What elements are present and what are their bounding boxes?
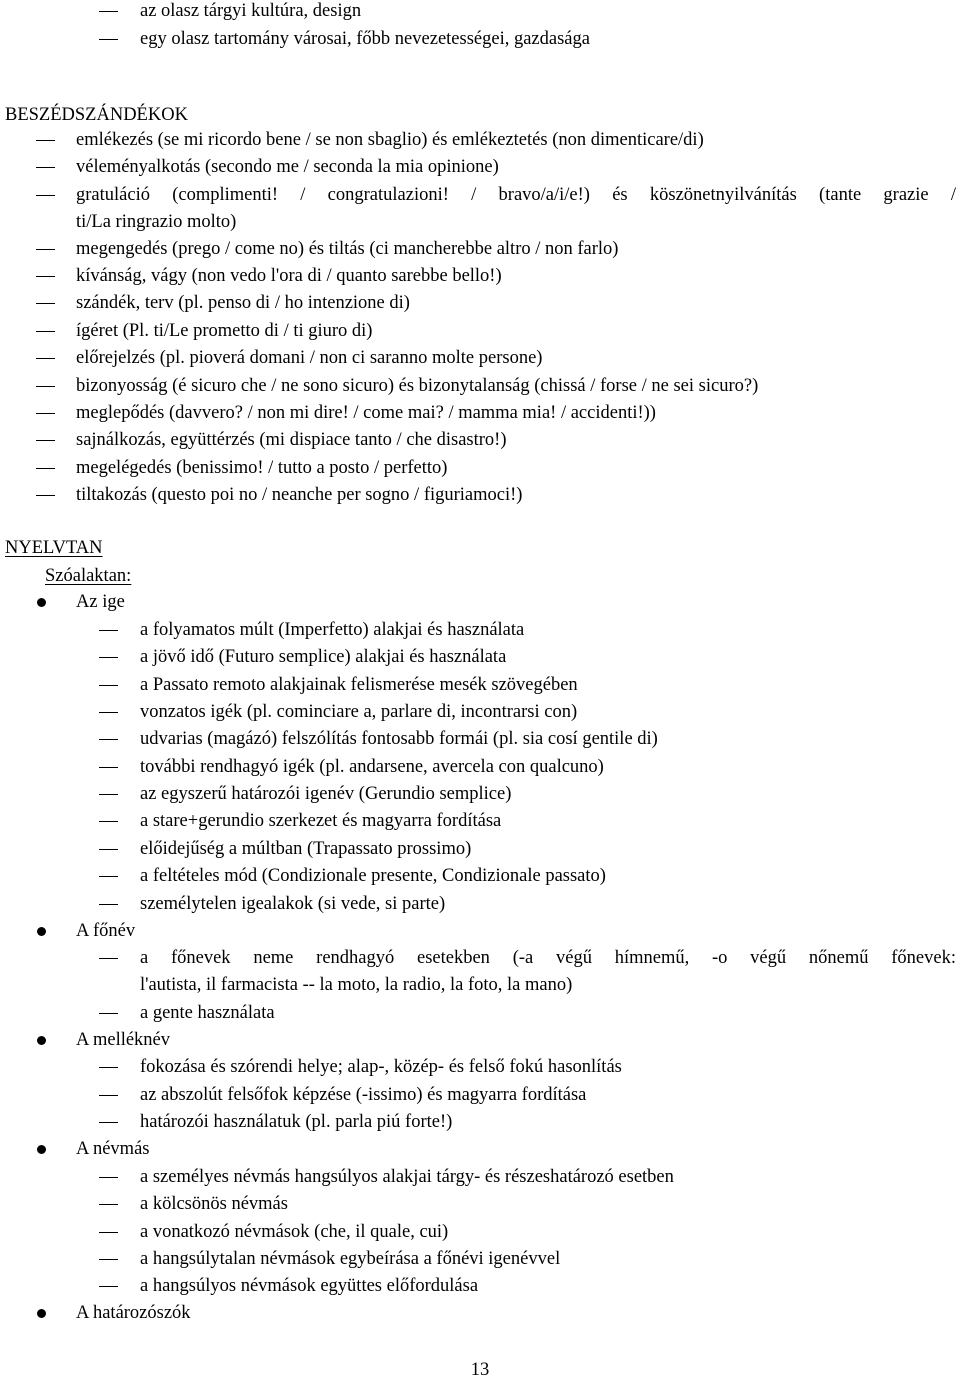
dash-marker (99, 767, 118, 768)
dash-marker (36, 140, 55, 141)
speech-item: szándék, terv (pl. penso di / ho intenzione di) (76, 293, 410, 313)
dash-marker (36, 468, 55, 469)
pronoun-item: a hangsúlytalan névmások egybeírása a főnévi igenévvel (140, 1249, 561, 1269)
dash-marker (99, 958, 118, 959)
speech-item: sajnálkozás, együttérzés (mi dispiace tanto / che disastro!) (76, 430, 507, 450)
dash-marker (36, 303, 55, 304)
dash-marker (36, 331, 55, 332)
intro-item: az olasz tárgyi kultúra, design (140, 1, 362, 21)
verb-item: a Passato remoto alakjainak felismerése mesék szövegében (140, 675, 578, 695)
topic-title-noun: A főnév (76, 921, 136, 941)
dash-marker (36, 495, 55, 496)
intro-item: egy olasz tartomány városai, főbb nevezetességei, gazdasága (140, 29, 590, 49)
pronoun-item: a hangsúlyos névmások együttes előfordulása (140, 1276, 479, 1296)
dash-marker (99, 1259, 118, 1260)
verb-item: a stare+gerundio szerkezet és magyarra fordítása (140, 811, 502, 831)
dash-marker (99, 630, 118, 631)
noun-item-continuation: l'autista, il farmacista -- la moto, la radio, la foto, la mano) (140, 975, 573, 995)
section-heading-speech: BESZÉDSZÁNDÉKOK (5, 105, 188, 125)
pronoun-item: a kölcsönös névmás (140, 1194, 288, 1214)
verb-item: előidejűség a múltban (Trapassato prossimo) (140, 839, 472, 859)
bullet-marker (37, 1309, 46, 1318)
dash-marker (99, 739, 118, 740)
noun-item: a gente használata (140, 1003, 275, 1023)
dash-marker (99, 849, 118, 850)
pronoun-item: a vonatkozó névmások (che, il quale, cui) (140, 1222, 449, 1242)
dash-marker (36, 249, 55, 250)
topic-title-verb: Az ige (76, 592, 125, 612)
dash-marker (99, 1204, 118, 1205)
dash-marker (36, 386, 55, 387)
dash-marker (36, 413, 55, 414)
section-heading-grammar: NYELVTAN (5, 538, 103, 558)
speech-item: gratuláció (complimenti! / congratulazioni! / bravo/a/i/e!) és köszönetnyilvánítás (tante grazie / (76, 185, 956, 205)
speech-item: ígéret (Pl. ti/Le prometto di / ti giuro di) (76, 321, 373, 341)
dash-marker (36, 440, 55, 441)
dash-marker (99, 904, 118, 905)
speech-item: meglepődés (davvero? / non mi dire! / come mai? / mamma mia! / accidenti!)) (76, 403, 656, 423)
verb-item: az egyszerű határozói igenév (Gerundio semplice) (140, 784, 512, 804)
verb-item: udvarias (magázó) felszólítás fontosabb formái (pl. sia cosí gentile di) (140, 729, 658, 749)
pronoun-item: a személyes névmás hangsúlyos alakjai tárgy- és részeshatározó esetben (140, 1167, 674, 1187)
speech-item: megengedés (prego / come no) és tiltás (ci mancherebbe altro / non farlo) (76, 239, 619, 259)
topic-title-adjective: A melléknév (76, 1030, 171, 1050)
speech-item: megelégedés (benissimo! / tutto a posto / perfetto) (76, 458, 448, 478)
dash-marker (36, 276, 55, 277)
verb-item: a feltételes mód (Condizionale presente, Condizionale passato) (140, 866, 606, 886)
noun-item: a főnevek neme rendhagyó esetekben (-a végű hímnemű, -o végű nőnemű főnevek: (140, 948, 956, 968)
speech-item: tiltakozás (questo poi no / neanche per sogno / figuriamoci!) (76, 485, 523, 505)
dash-marker (99, 39, 118, 40)
speech-item: előrejelzés (pl. pioverá domani / non ci saranno molte persone) (76, 348, 543, 368)
speech-item-continuation: ti/La ringrazio molto) (76, 212, 237, 232)
subheading-morphology: Szóalaktan: (45, 566, 132, 586)
verb-item: a folyamatos múlt (Imperfetto) alakjai és használata (140, 620, 525, 640)
dash-marker (99, 1067, 118, 1068)
bullet-marker (37, 598, 46, 607)
speech-item: emlékezés (se mi ricordo bene / se non sbaglio) és emlékeztetés (non dimenticare/di) (76, 130, 704, 150)
dash-marker (99, 1286, 118, 1287)
dash-marker (99, 876, 118, 877)
adjective-item: határozói használatuk (pl. parla piú forte!) (140, 1112, 453, 1132)
dash-marker (99, 657, 118, 658)
adjective-item: fokozása és szórendi helye; alap-, közép- és felső fokú hasonlítás (140, 1057, 622, 1077)
dash-marker (99, 794, 118, 795)
dash-marker (99, 821, 118, 822)
dash-marker (99, 1013, 118, 1014)
verb-item: vonzatos igék (pl. cominciare a, parlare di, incontrarsi con) (140, 702, 578, 722)
topic-title-pronoun: A névmás (76, 1139, 150, 1159)
dash-marker (99, 685, 118, 686)
dash-marker (99, 1095, 118, 1096)
dash-marker (99, 1122, 118, 1123)
adjective-item: az abszolút felsőfok képzése (-issimo) és magyarra fordítása (140, 1085, 587, 1105)
page-number: 13 (470, 1360, 490, 1380)
dash-marker (36, 167, 55, 168)
speech-item: kívánság, vágy (non vedo l'ora di / quanto sarebbe bello!) (76, 266, 502, 286)
dash-marker (36, 195, 55, 196)
verb-item: a jövő idő (Futuro semplice) alakjai és használata (140, 647, 507, 667)
dash-marker (99, 11, 118, 12)
dash-marker (99, 1232, 118, 1233)
dash-marker (99, 712, 118, 713)
verb-item: további rendhagyó igék (pl. andarsene, avercela con qualcuno) (140, 757, 604, 777)
bullet-marker (37, 1036, 46, 1045)
dash-marker (36, 358, 55, 359)
speech-item: bizonyosság (é sicuro che / ne sono sicuro) és bizonytalanság (chissá / forse / ne sei sicuro?) (76, 376, 759, 396)
bullet-marker (37, 927, 46, 936)
dash-marker (99, 1177, 118, 1178)
topic-title-adverb: A határozószók (76, 1303, 191, 1323)
speech-item: véleményalkotás (secondo me / seconda la mia opinione) (76, 157, 499, 177)
verb-item: személytelen igealakok (si vede, si parte) (140, 894, 446, 914)
bullet-marker (37, 1145, 46, 1154)
